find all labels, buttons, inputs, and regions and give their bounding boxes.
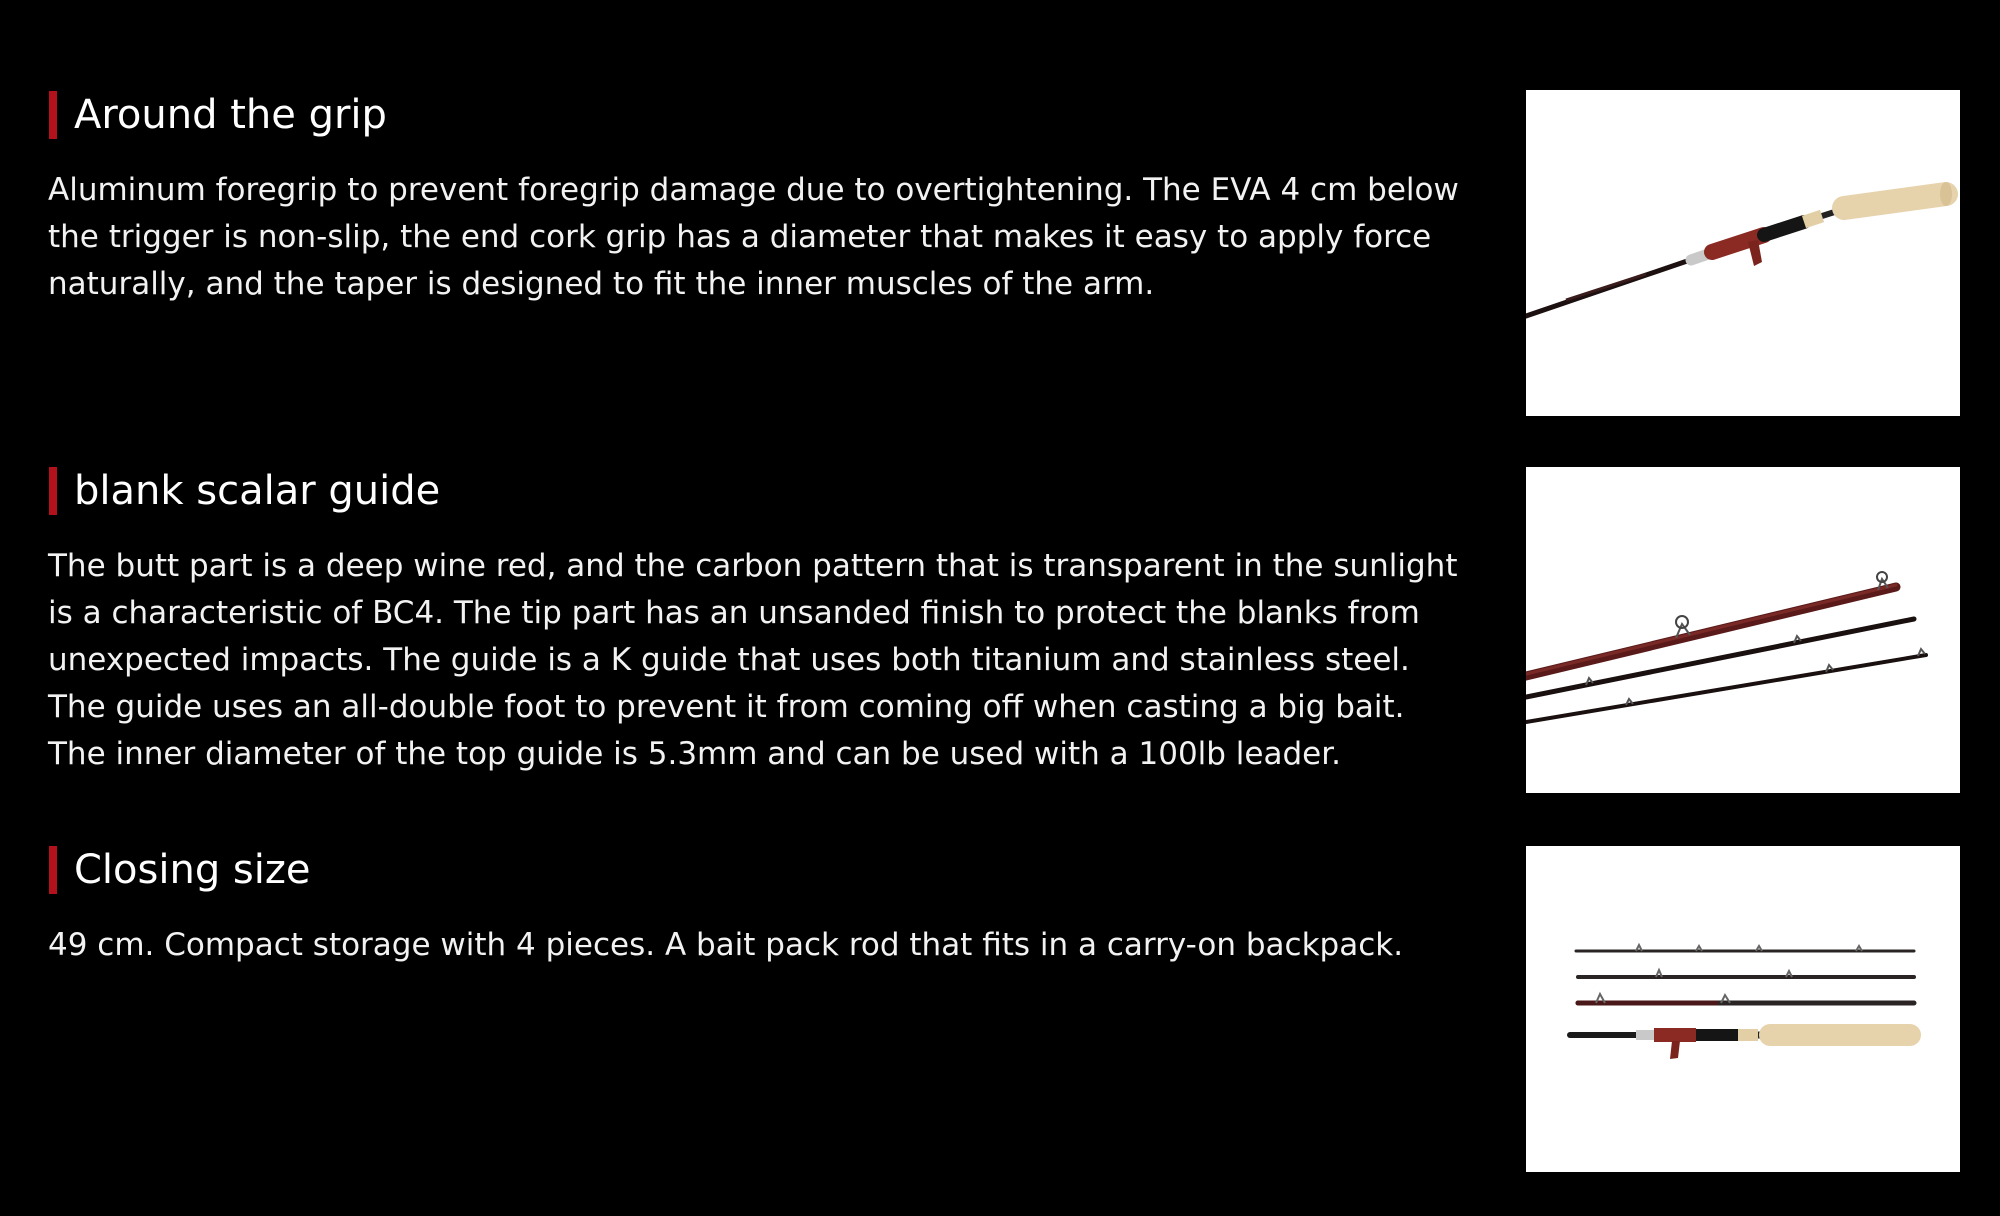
section-title: blank scalar guide — [74, 468, 441, 514]
rod-pieces-photo — [1526, 846, 1960, 1172]
section-heading — [49, 845, 310, 895]
section-body: Aluminum foregrip to prevent foregrip damage due to overtightening. The EVA 4 cm below the trigger is non-slip, the end cork grip has a diameter that makes it easy to apply force naturally, and the taper is designed to fit the inner muscles of the arm. — [48, 172, 1459, 302]
rod-grip-photo — [1526, 90, 1960, 416]
section-title: Closing size — [74, 847, 311, 893]
heading-accent-bar — [49, 91, 57, 139]
heading-accent-bar — [49, 467, 57, 515]
section-body: 49 cm. Compact storage with 4 pieces. A bait pack rod that fits in a carry-on backpack. — [48, 927, 1404, 963]
section-heading — [49, 466, 440, 516]
section-heading — [49, 90, 387, 140]
rod-guide-photo — [1526, 467, 1960, 793]
section-title: Around the grip — [74, 92, 387, 138]
section-body: The butt part is a deep wine red, and the carbon pattern that is transparent in the sunlight is a characteristic of BC4. The tip part has an unsanded finish to protect the blanks from unexpected impacts. The guide is a K guide that uses both titanium and stainless steel. The guide uses an all-double foot to prevent it from coming off when casting a big bait. The inner diameter of the top guide is 5.3mm and can be used with a 100lb leader. — [48, 548, 1458, 772]
heading-accent-bar — [49, 846, 57, 894]
